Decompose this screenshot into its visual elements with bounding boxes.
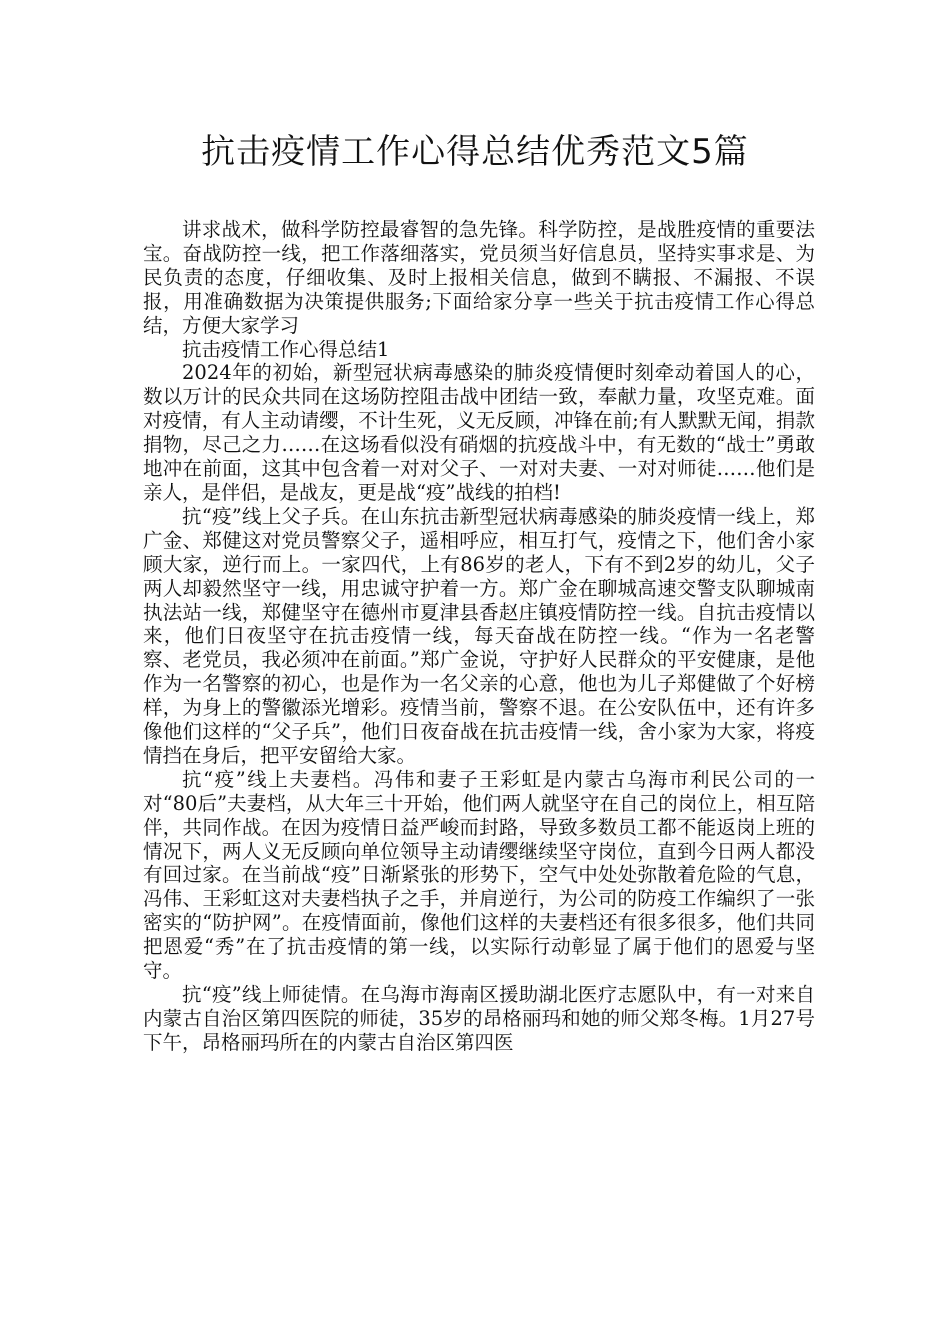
document-title: 抗击疫情工作心得总结优秀范文5篇 bbox=[201, 132, 749, 172]
intro-paragraph: 讲求战术，做科学防控最睿智的急先锋。科学防控，是战胜疫情的重要法宝。奋战防控一线，把工作落细落实，党员须当好信息员，坚持实事求是、为民负责的态度，仔细收集、及时上报相关信息，做到不瞒报、不漏报、不误报，用准确数据为决策提供服务;下面给家分享一些关于抗击疫情工作心得总结，方便大家学习 bbox=[143, 218, 815, 337]
body-paragraph: 2024年的初始，新型冠状病毒感染的肺炎疫情便时刻牵动着国人的心，数以万计的民众共同在这场防控阻击战中团结一致，奉献力量，攻坚克难。面对疫情，有人主动请缨，不计生死，义无反顾，冲锋在前;有人默默无闻，捐款捐物，尽己之力……在这场看似没有硝烟的抗疫战斗中，有无数的“战士”勇敢地冲在前面，这其中包含着一对对父子、一对对夫妻、一对对师徒……他们是亲人，是伴侣，是战友，更是战“疫”战线的拍档! bbox=[143, 361, 815, 504]
body-paragraph: 抗“疫”线上夫妻档。冯伟和妻子王彩虹是内蒙古乌海市利民公司的一对“80后”夫妻档，从大年三十开始，他们两人就坚守在自己的岗位上，相互陪伴，共同作战。在因为疫情日益严峻而封路，导致多数员工都不能返岗上班的情况下，两人义无反顾向单位领导主动请缨继续坚守岗位，直到今日两人都没有回过家。在当前战“疫”日渐紧张的形势下，空气中处处弥散着危险的气息，冯伟、王彩虹这对夫妻档执子之手，并肩逆行，为公司的防疫工作编织了一张密实的“防护网”。在疫情面前，像他们这样的夫妻档还有很多很多，他们共同把恩爱“秀”在了抗击疫情的第一线，以实际行动彰显了属于他们的恩爱与坚守。 bbox=[143, 767, 815, 983]
body-paragraph: 抗“疫”线上师徒情。在乌海市海南区援助湖北医疗志愿队中，有一对来自内蒙古自治区第四医院的师徒，35岁的昂格丽玛和她的师父郑冬梅。1月27号下午，昂格丽玛所在的内蒙古自治区第四医 bbox=[143, 983, 815, 1054]
section-heading: 抗击疫情工作心得总结1 bbox=[182, 337, 390, 361]
document-body bbox=[143, 218, 815, 1055]
body-paragraph: 抗“疫”线上父子兵。在山东抗击新型冠状病毒感染的肺炎疫情一线上，郑广金、郑健这对党员警察父子，遥相呼应，相互打气，疫情之下，他们舍小家顾大家，逆行而上。一家四代，上有86岁的老人，下有不到2岁的幼儿，父子两人却毅然坚守一线，用忠诚守护着一方。郑广金在聊城高速交警支队聊城南执法站一线，郑健坚守在德州市夏津县香赵庄镇疫情防控一线。自抗击疫情以来，他们日夜坚守在抗击疫情一线，每天奋战在防控一线。“作为一名老警察、老党员，我必须冲在前面。”郑广金说，守护好人民群众的平安健康，是他作为一名警察的初心，也是作为一名父亲的心意，他也为儿子郑健做了个好榜样，为身上的警徽添光增彩。疫情当前，警察不退。在公安队伍中，还有许多像他们这样的“父子兵”，他们日夜奋战在抗击疫情一线，舍小家为大家，将疫情挡在身后，把平安留给大家。 bbox=[143, 504, 815, 767]
